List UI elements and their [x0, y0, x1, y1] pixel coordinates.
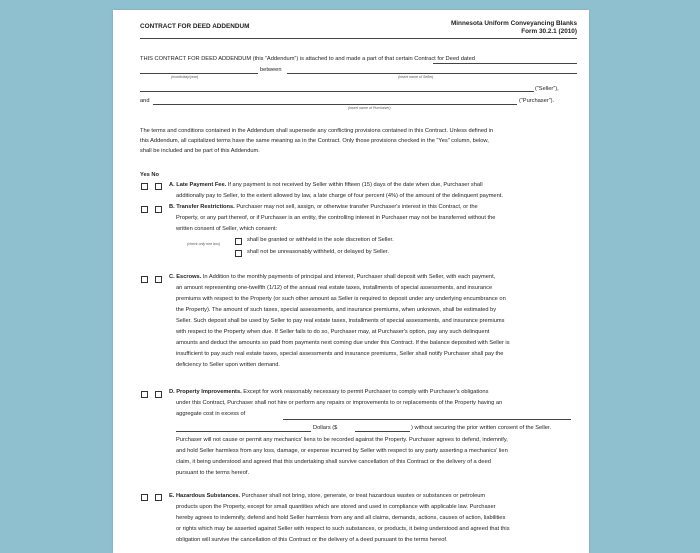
seller-label: (“Seller”), [535, 86, 559, 92]
clause-c-line-9: deficiency to Seller upon written demand. [176, 362, 281, 368]
clause-b-line-1 [169, 202, 478, 212]
clause-b-title: B. Transfer Restrictions. [169, 204, 235, 210]
purchaser-label: (“Purchaser”). [519, 98, 555, 104]
clause-b-yes-checkbox[interactable] [141, 206, 148, 213]
terms-line-1: The terms and conditions contained in the Addendum shall supersede any conflicting provisions contained in this Contract. Unless defined in [140, 128, 494, 134]
clause-e-line-2: products upon the Property, except for small quantities which are stored and used in compliance with applicable law. Purchaser [176, 504, 496, 510]
clause-c-line-4: the Property). The amount of such taxes, special assessments, and insurance premiums, when unknown, shall be estimated by [176, 307, 497, 313]
consent-option-2-checkbox[interactable] [235, 250, 242, 257]
document-page [113, 10, 589, 553]
form-title: CONTRACT FOR DEED ADDENDUM [140, 23, 250, 30]
check-only-one-caption: (check only one box) [187, 242, 221, 246]
clause-d-no-checkbox[interactable] [155, 391, 162, 398]
dollars-label: Dollars ($ [313, 425, 338, 431]
clause-a-title: A. Late Payment Fee. [169, 182, 227, 188]
consent-option-2: shall not be unreasonably withheld, or delayed by Seller. [247, 249, 389, 255]
clause-c-text-1: In Addition to the monthly payments of principal and interest, Purchaser shall deposit with Seller, with each payment, [202, 274, 496, 280]
seller-caption: (insert name of Seller) [398, 75, 434, 79]
clause-c-line-7: amounts and deduct the amounts so paid from payments next coming due under this Contract. If the balance deposited with Seller is [176, 340, 510, 346]
clause-d-consent-text: ) without securing the prior written consent of the Seller. [411, 425, 552, 431]
terms-line-3: shall be included and be part of this Addendum. [140, 148, 260, 154]
clause-c-yes-checkbox[interactable] [141, 276, 148, 283]
clause-d-line-8: pursuant to the terms hereof. [176, 470, 250, 476]
clause-c-no-checkbox[interactable] [155, 276, 162, 283]
clause-c-title: C. Escrows. [169, 274, 202, 280]
clause-c-line-3: premiums with respect to the Property (or such other amount as Seller is required to deposit under any underlying encumbrance on [176, 296, 506, 302]
clause-e-line-5: obligation will survive the cancellation of this Contract or the delivery of a deed pursuant to the terms hereof. [176, 537, 448, 543]
clause-e-text-1: Purchaser shall not bring, store, generate, or treat hazardous wastes or substances or petroleum [241, 493, 486, 499]
form-publisher-name: Minnesota Uniform Conveyancing Blanks [450, 20, 577, 27]
clause-e-line-1 [169, 491, 485, 501]
clause-a-line-1 [169, 180, 483, 190]
clause-c-line-8: insufficient to pay such real estate taxes, special assessments and insurance premiums, Seller shall notify Purchaser shall pay the [176, 351, 504, 357]
dollars-words-line[interactable] [176, 431, 311, 432]
header-rule [140, 38, 577, 39]
between-text: between [260, 67, 282, 73]
yes-no-header: Yes No [140, 172, 159, 178]
clause-d-line-6: and hold Seller harmless from any loss, damage, or expense incurred by Seller with respect to any party asserting a mechanics' lien [176, 448, 508, 454]
consent-option-1-checkbox[interactable] [235, 238, 242, 245]
clause-a-no-checkbox[interactable] [155, 183, 162, 190]
clause-a-line-2: additionally pay to Seller, to the extent allowed by law, a late charge of four percent (4%) of the amount of the delinquent payment. [176, 193, 503, 199]
and-text: and [140, 98, 150, 104]
clause-d-line-2: under this Contract, Purchaser shall not hire or perform any repairs or improvements to or replacements of the Property having an [176, 400, 503, 406]
clause-d-yes-checkbox[interactable] [141, 391, 148, 398]
date-blank[interactable] [140, 73, 258, 74]
clause-b-line-2: Property, or any part thereof, or if Purchaser is an entity, the controlling interest in Purchaser may not be transferred without the [176, 215, 496, 221]
aggregate-cost-line[interactable] [283, 419, 571, 420]
terms-line-2: this Addendum, all capitalized terms have the same meaning as in the Contract. Only those provisions checked in the “Yes” column, below, [140, 138, 489, 144]
clause-a-text-1: If any payment is not received by Seller within fifteen (15) days of the date when due, Purchaser shall [227, 182, 483, 188]
clause-c-line-1 [169, 272, 495, 282]
clause-b-no-checkbox[interactable] [155, 206, 162, 213]
seller-name-line[interactable] [287, 73, 577, 74]
clause-d-text-1: Except for work reasonably necessary to permit Purchaser to comply with Purchaser's obligations [243, 389, 489, 395]
clause-d-title: D. Property Improvements. [169, 389, 242, 395]
clause-d-line-1 [169, 387, 488, 397]
clause-e-title: E. Hazardous Substances. [169, 493, 241, 499]
purchaser-caption: (insert name of Purchaser) [348, 106, 391, 110]
intro-line-1: THIS CONTRACT FOR DEED ADDENDUM (this “Addendum”) is attached to and made a part of that certain Contract for Deed dated [140, 56, 475, 62]
clause-e-yes-checkbox[interactable] [141, 494, 148, 501]
consent-option-1: shall be granted or withheld in the sole discretion of Seller. [247, 237, 394, 243]
clause-b-text-1: Purchaser may not sell, assign, or otherwise transfer Purchaser's interest in this Contract, or the [236, 204, 478, 210]
date-caption: (month/day/year) [171, 75, 199, 79]
clause-e-line-3: hereby agrees to indemnify, defend and hold Seller harmless from any and all claims, demands, actions, causes of action, liabilities [176, 515, 506, 521]
date-line[interactable] [433, 63, 577, 64]
form-number: Form 30.2.1 (2010) [521, 28, 577, 35]
clause-d-line-7: claim, it being understood and agreed that this undertaking shall survive cancellation of this Contract or the delivery of a deed [176, 459, 491, 465]
clause-c-line-5: Seller. Such deposit shall be used by Seller to pay real estate taxes, installments of special assessments, and insurance premiums [176, 318, 505, 324]
clause-c-line-2: an amount representing one-twelfth (1/12) of the annual real estate taxes, installments of special assessments, and insurance [176, 285, 493, 291]
clause-e-no-checkbox[interactable] [155, 494, 162, 501]
clause-b-line-3: written consent of Seller, which consent: [176, 226, 278, 232]
dollars-amount-line[interactable] [355, 431, 410, 432]
seller-line-2[interactable] [140, 91, 534, 92]
clause-c-line-6: with respect to the Property when due. If Seller fails to do so, Purchaser may, at Purchaser's option, pay any such delinquent [176, 329, 490, 335]
form-publisher [451, 20, 577, 36]
purchaser-line[interactable] [153, 104, 517, 105]
clause-d-line-3: aggregate cost in excess of [176, 411, 246, 417]
clause-a-yes-checkbox[interactable] [141, 183, 148, 190]
clause-d-line-5: Purchaser will not cause or permit any mechanics' liens to be recorded against the Property. Purchaser agrees to defend, indemnify, [176, 437, 508, 443]
clause-e-line-4: or rights which may be asserted against Seller with respect to such substances, or products, it being understood and agreed that this [176, 526, 510, 532]
